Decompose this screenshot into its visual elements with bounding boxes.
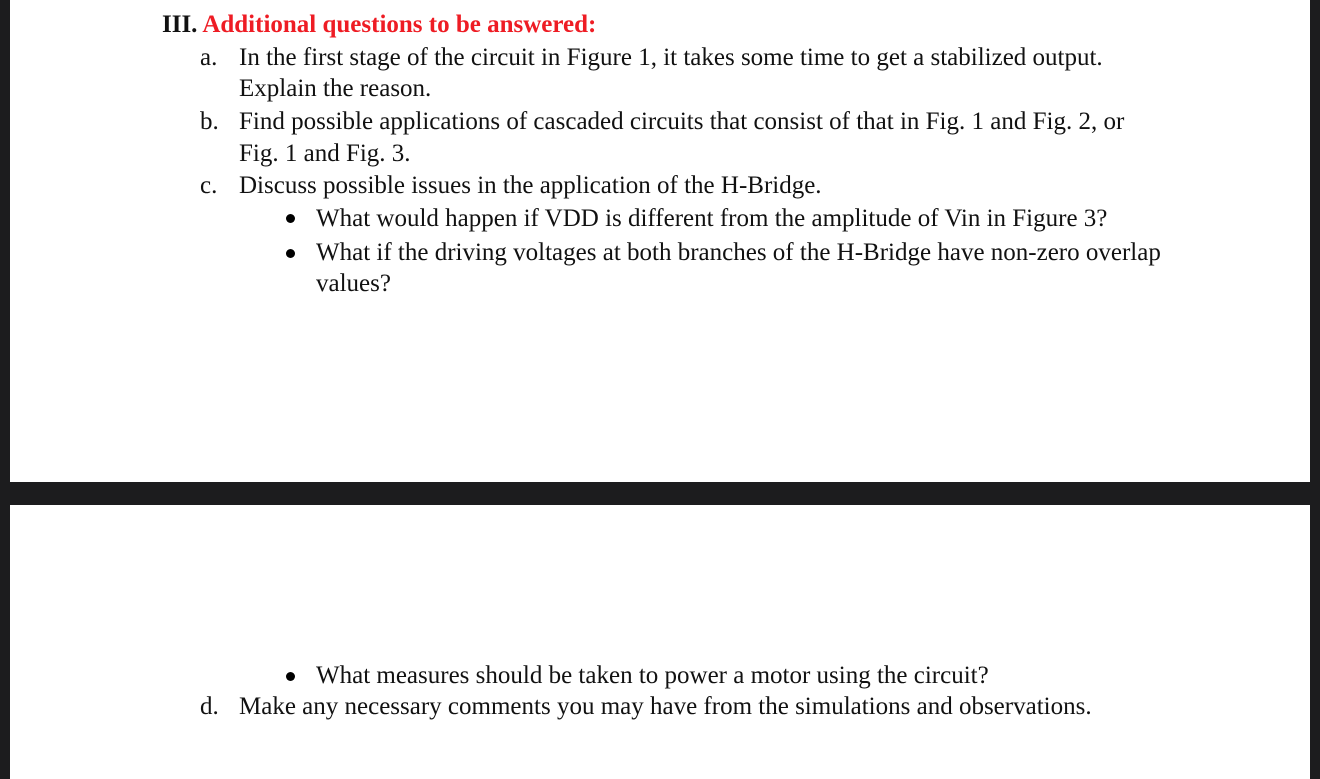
item-d-marker: d. bbox=[200, 693, 219, 720]
item-c-line-1: Discuss possible issues in the application of the H-Bridge. bbox=[239, 172, 822, 199]
section-number: III. bbox=[162, 11, 198, 38]
item-a-line-1 bbox=[239, 43, 1158, 73]
item-a-line-1-text: In the first stage of the circuit in Figure 1, it takes some time to get a stabilized output. bbox=[239, 44, 1103, 71]
bullet-1-dot bbox=[286, 214, 295, 223]
document-page-1 bbox=[10, 0, 1310, 482]
item-a-marker: a. bbox=[200, 44, 218, 71]
item-a-line-2: Explain the reason. bbox=[239, 75, 432, 102]
item-b-line-1: Find possible applications of cascaded circuits that consist of that in Fig. 1 and Fig. 2, or bbox=[239, 108, 1125, 135]
bullet-3-dot bbox=[286, 672, 295, 681]
bullet-3-line-1: What measures should be taken to power a motor using the circuit? bbox=[316, 662, 989, 689]
bullet-2-line-2: values? bbox=[316, 270, 391, 297]
bullet-2-line-1: What if the driving voltages at both branches of the H-Bridge have non-zero overlap bbox=[316, 239, 1161, 266]
section-title: Additional questions to be answered: bbox=[202, 11, 597, 38]
item-b-marker: b. bbox=[200, 108, 219, 135]
item-b-line-2: Fig. 1 and Fig. 3. bbox=[239, 140, 411, 167]
document-page-2 bbox=[10, 505, 1310, 779]
bullet-1-line-1: What would happen if VDD is different from the amplitude of Vin in Figure 3? bbox=[316, 205, 1108, 232]
item-c-marker: c. bbox=[200, 172, 218, 199]
bullet-2-dot bbox=[286, 249, 295, 258]
section-heading bbox=[162, 10, 596, 40]
item-d-line-1: Make any necessary comments you may have from the simulations and observations. bbox=[239, 693, 1092, 720]
